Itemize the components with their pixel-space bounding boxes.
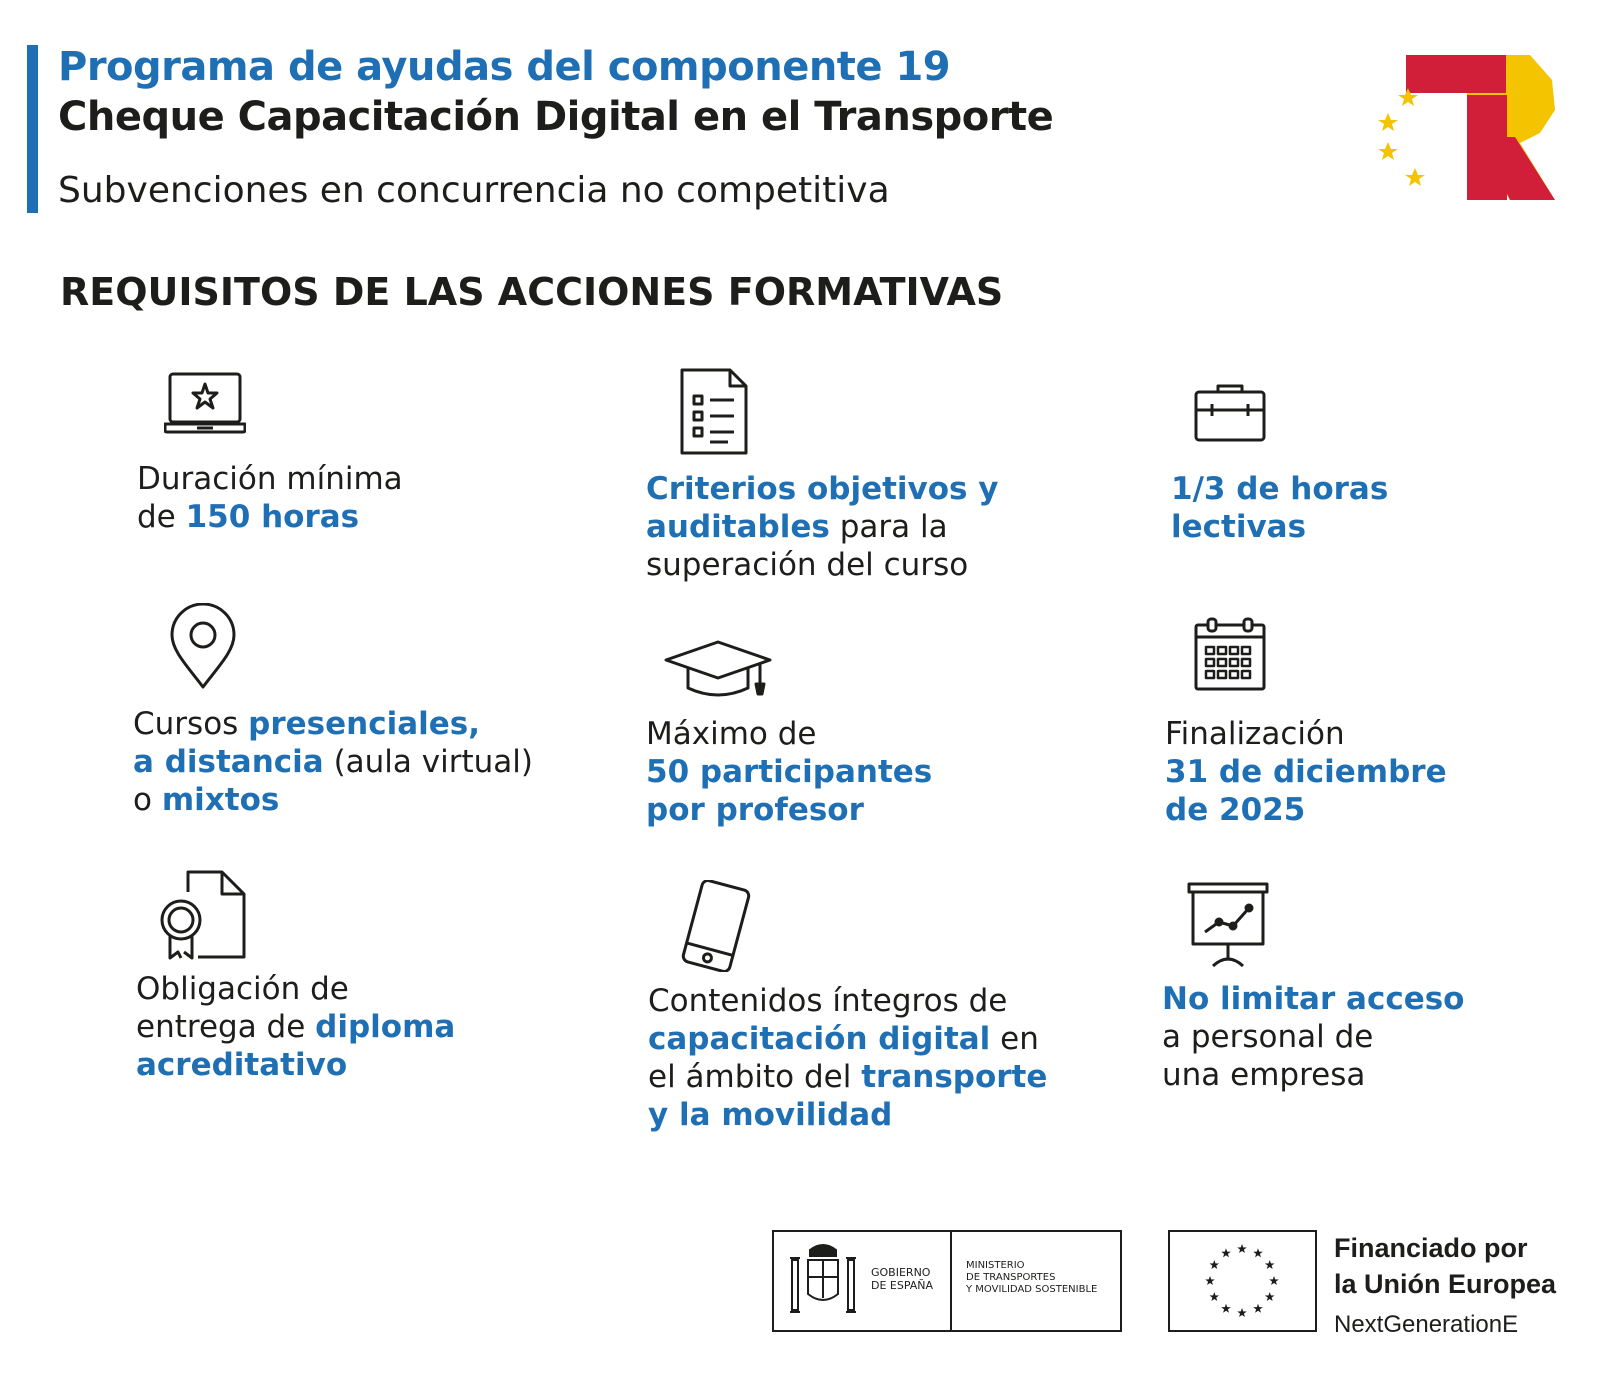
section-title: REQUISITOS DE LAS ACCIONES FORMATIVAS [60, 270, 1004, 314]
graduation-cap-icon [664, 640, 772, 698]
briefcase-icon [1194, 384, 1266, 442]
eu-star [1253, 1248, 1263, 1257]
eu-star [1237, 1308, 1247, 1317]
item-criterios: Criterios objetivos y auditables para la superación del curso [646, 471, 999, 583]
item-acceso: No limitar acceso a personal de una empresa [1162, 981, 1465, 1093]
tr-logo [1370, 55, 1555, 200]
program-type: Subvenciones en concurrencia no competitiva [58, 170, 890, 211]
location-pin-icon [170, 603, 236, 689]
eu-star [1253, 1304, 1263, 1313]
header-accent-bar [27, 45, 38, 213]
calendar-icon [1194, 617, 1266, 691]
checklist-document-icon [680, 368, 748, 455]
item-contenidos: Contenidos íntegros de capacitación digital en el ámbito del transporte y la movilidad [648, 983, 1048, 1133]
eu-star [1237, 1244, 1247, 1253]
item-maximo: Máximo de 50 participantes por profesor [646, 716, 933, 828]
ministerio-text: MINISTERIO DE TRANSPORTES Y MOVILIDAD SOSTENIBLE [966, 1260, 1098, 1295]
item-cursos: Cursos presenciales, a distancia (aula virtual) o mixtos [133, 706, 533, 818]
gov-divider [950, 1232, 952, 1330]
item-duracion: Duración mínima de 150 horas [137, 461, 403, 535]
eu-stars-icon [1170, 1232, 1315, 1330]
gobierno-text: GOBIERNO DE ESPAÑA [871, 1266, 934, 1292]
eu-star [1221, 1248, 1231, 1257]
laptop-star-icon [164, 372, 246, 434]
next-generation-text: NextGenerationE [1334, 1311, 1519, 1338]
eu-funding-text: Financiado por la Unión Europea [1334, 1233, 1557, 1299]
eu-star [1265, 1260, 1275, 1269]
eu-flag [1168, 1230, 1317, 1332]
smartphone-icon [680, 880, 752, 972]
coat-of-arms-icon [788, 1240, 858, 1328]
eu-star [1269, 1276, 1279, 1285]
item-finalizacion: Finalización 31 de diciembre de 2025 [1165, 716, 1447, 828]
program-subtitle: Cheque Capacitación Digital en el Transporte [58, 94, 1054, 140]
eu-star [1265, 1292, 1275, 1301]
eu-star [1210, 1292, 1220, 1301]
item-obligacion: Obligación de entrega de diploma acreditativo [136, 971, 456, 1083]
gobierno-logo [772, 1230, 1122, 1332]
item-horas: 1/3 de horas lectivas [1171, 471, 1389, 545]
certificate-icon [156, 870, 246, 960]
presentation-board-icon [1187, 882, 1269, 968]
eu-star [1205, 1276, 1215, 1285]
eu-star [1210, 1260, 1220, 1269]
program-title: Programa de ayudas del componente 19 [58, 44, 951, 90]
eu-star [1221, 1304, 1231, 1313]
